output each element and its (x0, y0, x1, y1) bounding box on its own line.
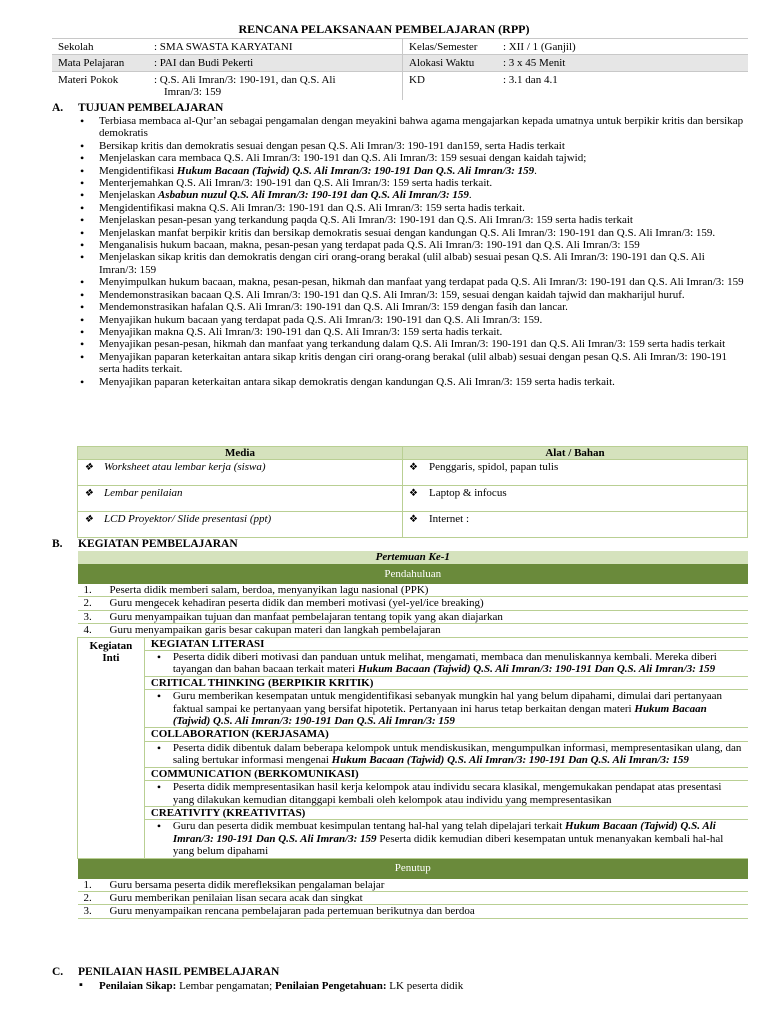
penutup-row: 1. Guru bersama peserta didik merefleksikan pengalaman belajar (78, 879, 749, 892)
pendahuluan-row: 1. Peserta didik memberi salam, berdoa, menyanyikan lagu nasional (PPK) (78, 584, 749, 597)
comm-text: • Peserta didik mempresentasikan hasil kerja kelompok atau individu secara klasikal, mengemukakan pendapat atas presentasi yang dilakukan kemudian ditanggapi kembali oleh kelompok atau individu yang mempresentasikan (144, 781, 748, 807)
materi-value: : Q.S. Ali Imran/3: 190-191, dan Q.S. Ali Imran/3: 159 (148, 71, 403, 99)
mapel-value: : PAI dan Budi Pekerti (148, 55, 403, 71)
kelas-value: : XII / 1 (Ganjil) (497, 39, 748, 55)
tujuan-item: • Mengidentifikasi Hukum Bacaan (Tajwid) Q.S. Ali Imran/3: 190-191 Dan Q.S. Ali Imran/3: 159. (77, 165, 745, 177)
tujuan-item: • Menganalisis hukum bacaan, makna, pesan-pesan yang terdapat pada Q.S. Ali Imran/3: 190-191 dan Q.S. Ali Imran/3: 159 (77, 239, 745, 251)
section-c-heading: C. PENILAIAN HASIL PEMBELAJARAN (52, 966, 280, 978)
penutup-band: Penutup (78, 858, 749, 879)
collab-heading: COLLABORATION (KERJASAMA) (144, 728, 748, 741)
kegiatan-inti-label: Kegiatan Inti (78, 637, 145, 858)
penutup-row: 2. Guru memberikan penilaian lisan secara acak dan singkat (78, 891, 749, 904)
tujuan-item: • Menjelaskan cara membaca Q.S. Ali Imran/3: 190-191 dan Q.S. Ali Imran/3: 159 sesuai dengan kaidah tajwid; (77, 152, 745, 164)
tujuan-item: • Mengidentifikasi makna Q.S. Ali Imran/3: 190-191 dan Q.S. Ali Imran/3: 159 serta hadis terkait. (77, 202, 745, 214)
document-title: RENCANA PELAKSANAAN PEMBELAJARAN (RPP) (238, 22, 530, 36)
kelas-label: Kelas/Semester (403, 39, 498, 55)
media-cell: ❖ Lembar penilaian (78, 486, 403, 512)
kd-value: : 3.1 dan 4.1 (497, 71, 748, 99)
media-cell: ❖ LCD Proyektor/ Slide presentasi (ppt) (78, 512, 403, 538)
tujuan-item: • Menyajikan pesan-pesan, hikmah dan manfaat yang terkandung dalam Q.S. Ali Imran/3: 190-191 dan Q.S. Ali Imran/3: 159 serta hadis terkait (77, 338, 745, 350)
section-b-heading: B. KEGIATAN PEMBELAJARAN (52, 538, 238, 550)
alat-cell: ❖ Internet : (403, 512, 748, 538)
tujuan-list (77, 115, 745, 388)
tujuan-item: • Menterjemahkan Q.S. Ali Imran/3: 190-191 dan Q.S. Ali Imran/3: 159 serta hadis terkait. (77, 177, 745, 189)
tujuan-item: • Menjelaskan Asbabun nuzul Q.S. Ali Imran/3: 190-191 dan Q.S. Ali Imran/3: 159. (77, 189, 745, 201)
creat-text: • Guru dan peserta didik membuat kesimpulan tentang hal-hal yang telah dipelajari terkait Hukum Bacaan (Tajwid) Q.S. Ali Imran/3: 190-191 Dan Q.S. Ali Imran/3: 159 Peserta didik kemudian diberi kesempatan untuk menanyakan kembali hal-hal yang belum dipahami (144, 820, 748, 858)
sekolah-value: : SMA SWASTA KARYATANI (148, 39, 403, 55)
critical-heading: CRITICAL THINKING (BERPIKIR KRITIK) (144, 676, 748, 689)
kd-label: KD (403, 71, 498, 99)
media-cell: ❖ Worksheet atau lembar kerja (siswa) (78, 460, 403, 486)
alat-header: Alat / Bahan (403, 447, 748, 460)
literasi-text: • Peserta didik diberi motivasi dan panduan untuk melihat, mengamati, membaca dan menuliskannya kembali. Mereka diberi tayangan dan bahan bacaan terkait materi Hukum Bacaan (Tajwid) Q.S. Ali Imran/3: 190-191 Dan Q.S. Ali Imran/3: 159 (144, 651, 748, 677)
alokasi-label: Alokasi Waktu (403, 55, 498, 71)
kegiatan-table (77, 551, 748, 919)
identity-table (52, 38, 748, 100)
tujuan-item: • Mendemonstrasikan bacaan Q.S. Ali Imran/3: 190-191 dan Q.S. Ali Imran/3: 159, sesuai dengan kaidah tajwid dan makharijul huruf. (77, 289, 745, 301)
alat-cell: ❖ Penggaris, spidol, papan tulis (403, 460, 748, 486)
section-a-heading: A. TUJUAN PEMBELAJARAN (52, 102, 224, 114)
alokasi-value: : 3 x 45 Menit (497, 55, 748, 71)
tujuan-item: • Bersikap kritis dan demokratis sesuai dengan pesan Q.S. Ali Imran/3: 190-191 dan159, serta Hadis terkait (77, 140, 745, 152)
literasi-heading: KEGIATAN LITERASI (144, 637, 748, 650)
tujuan-item: • Menjelaskan manfat berpikir kritis dan bersikap demokratis sesuai dengan kandungan Q.S. Ali Imran/3: 190-191 dan Q.S. Ali Imran/3: 159. (77, 227, 745, 239)
pendahuluan-band: Pendahuluan (78, 564, 749, 584)
sekolah-label: Sekolah (52, 39, 148, 55)
penutup-row: 3. Guru menyampaikan rencana pembelajaran pada pertemuan berikutnya dan berdoa (78, 905, 749, 918)
media-header: Media (78, 447, 403, 460)
tujuan-item: • Menyajikan paparan keterkaitan antara sikap demokratis dengan kandungan Q.S. Ali Imran/3: 159 serta hadis terkait. (77, 376, 745, 388)
critical-text: • Guru memberikan kesempatan untuk mengidentifikasi sebanyak mungkin hal yang belum dipahami, dimulai dari pertanyaan faktual sampai ke pertanyaan yang bersifat hipotetik. Pertanyaan ini harus tetap berkaitan dengan materi Hukum Bacaan (Tajwid) Q.S. Ali Imran/3: 190-191 Dan Q.S. Ali Imran/3: 159 (144, 690, 748, 728)
media-table (77, 446, 748, 538)
tujuan-item: • Terbiasa membaca al-Qur’an sebagai pengamalan dengan meyakini bahwa agama mengajarkan kepada umatnya untuk berpikir kritis dan bersikap demokratis (77, 115, 745, 140)
pendahuluan-row: 4. Guru menyampaikan garis besar cakupan materi dan langkah pembelajaran (78, 624, 749, 637)
creat-heading: CREATIVITY (KREATIVITAS) (144, 806, 748, 819)
tujuan-item: • Menyajikan makna Q.S. Ali Imran/3: 190-191 dan Q.S. Ali Imran/3: 159 serta hadis terkait. (77, 326, 745, 338)
collab-text: • Peserta didik dibentuk dalam beberapa kelompok untuk mendiskusikan, mengumpulkan informasi, mempresentasikan ulang, dan saling bertukar informasi mengenai Hukum Bacaan (Tajwid) Q.S. Ali Imran/3: 190-191 Dan Q.S. Ali Imran/3: 159 (144, 741, 748, 767)
pertemuan-band: Pertemuan Ke-1 (78, 551, 749, 564)
pendahuluan-row: 2. Guru mengecek kehadiran peserta didik dan memberi motivasi (yel-yel/ice breaking) (78, 597, 749, 610)
tujuan-item: • Menyajikan hukum bacaan yang terdapat pada Q.S. Ali Imran/3: 190-191 dan Q.S. Ali Imran/3: 159. (77, 314, 745, 326)
tujuan-item: • Mendemonstrasikan hafalan Q.S. Ali Imran/3: 190-191 dan Q.S. Ali Imran/3: 159 dengan fasih dan lancar. (77, 301, 745, 313)
tujuan-item: • Menjelaskan sikap kritis dan demokratis dengan ciri orang-orang berakal (ulil albab) sesuai pesan Q.S. Ali Imran/3: 190-191 dan Q.S. Ali Imran/3: 159 (77, 251, 745, 276)
pendahuluan-row: 3. Guru menyampaikan tujuan dan manfaat pembelajaran tentang topik yang akan diajarkan (78, 610, 749, 623)
tujuan-item: • Menyimpulkan hukum bacaan, makna, pesan-pesan, hikmah dan manfaat yang terdapat pada Q.S. Ali Imran/3: 190-191 dan Q.S. Ali Imran/3: 159 (77, 276, 745, 288)
penilaian-line: ▪ Penilaian Sikap: Lembar pengamatan; Penilaian Pengetahuan: LK peserta didik (77, 980, 767, 992)
materi-label: Materi Pokok (52, 71, 148, 99)
tujuan-item: • Menyajikan paparan keterkaitan antara sikap kritis dengan ciri orang-orang berakal (ulil albab) sesuai dengan pesan Q.S. Ali Imran/3: 190-191 serta hadits terkait. (77, 351, 745, 376)
mapel-label: Mata Pelajaran (52, 55, 148, 71)
alat-cell: ❖ Laptop & infocus (403, 486, 748, 512)
tujuan-item: • Menjelaskan pesan-pesan yang terkandung paqda Q.S. Ali Imran/3: 190-191 dan Q.S. Ali Imran/3: 159 serta hadis terkait (77, 214, 745, 226)
comm-heading: COMMUNICATION (BERKOMUNIKASI) (144, 767, 748, 780)
